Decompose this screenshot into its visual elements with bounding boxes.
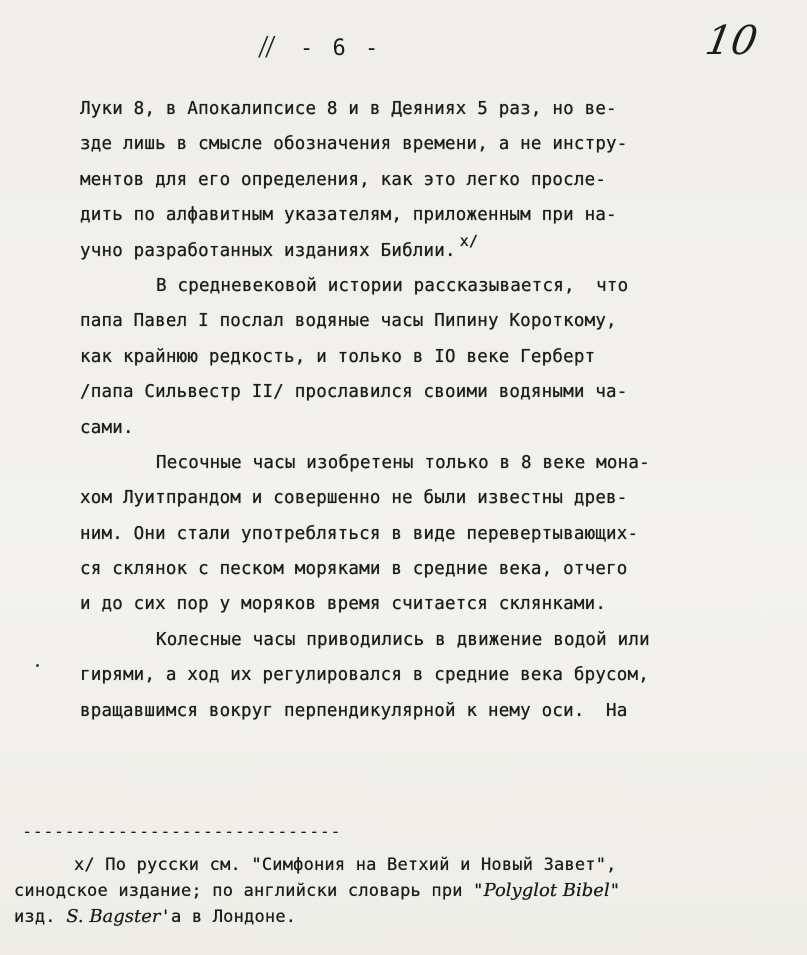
footnote-text: изд. xyxy=(14,907,67,927)
text-line: /папа Сильвестр II/ прославился своими водяными ча- xyxy=(80,382,628,403)
text-line: гирями, а ход их регулировался в средние века брусом, xyxy=(80,665,650,686)
handwritten-insert: Polyglot Bibel xyxy=(483,880,610,901)
footnote-text: 'а в Лондоне. xyxy=(160,907,297,927)
handwritten-page-number: 10 xyxy=(701,18,761,64)
text-line: Луки 8, в Апокалипсисе 8 и в Деяниях 5 раз, но ве- xyxy=(80,99,617,119)
paragraph-start: В средневековой истории рассказывается, что xyxy=(156,275,629,296)
text-line: и до сих пор у моряков время считается склянками. xyxy=(80,594,607,615)
handwritten-insert: S. Bagster xyxy=(66,906,161,927)
text-line: папа Павел I послал водяные часы Пипину Короткому, xyxy=(80,311,617,332)
text-line: хом Луитпрандом и совершенно не были известны древ- xyxy=(80,488,628,509)
ink-speck xyxy=(36,664,39,667)
paragraph-start: Песочные часы изобретены только в 8 веке мона- xyxy=(156,452,650,473)
footnote-reference: x/ xyxy=(459,231,479,250)
footnote-line-3 xyxy=(14,904,804,930)
footnote-line-1: x/ По русски см. "Симфония на Ветхий и Новый Завет", xyxy=(74,855,617,875)
text-line-content: учно разработанных изданиях Библии. xyxy=(80,240,456,261)
paragraph-start: Колесные часы приводились в движение водой или xyxy=(156,629,650,650)
footnote xyxy=(14,852,804,930)
text-line: сами. xyxy=(80,417,134,438)
text-line: ся склянок с песком моряками в средние века, отчего xyxy=(80,559,628,580)
text-line: вращавшимся вокруг перпендикулярной к нему оси. На xyxy=(80,700,628,721)
handwritten-mark: // xyxy=(259,32,274,62)
text-line: ментов для его определения, как это легко просле- xyxy=(80,169,607,190)
text-line: как крайнюю редкость, и только в IO веке Герберт xyxy=(80,346,596,367)
text-line: ним. Они стали употребляться в виде перевертывающих- xyxy=(80,523,639,544)
footnote-text: " xyxy=(609,881,621,901)
page-number: - 6 - xyxy=(300,36,382,61)
footnote-text: синодское издание; по английски словарь при " xyxy=(14,881,484,901)
footnote-separator: ------------------------------ xyxy=(22,822,342,842)
text-line: дить по алфавитным указателям, приложенным при на- xyxy=(80,205,617,226)
body-text xyxy=(80,92,780,729)
text-line xyxy=(80,231,780,269)
text-line: зде лишь в смысле обозначения времени, а не инстру- xyxy=(80,134,628,155)
page-header xyxy=(0,18,807,70)
footnote-line-2 xyxy=(14,878,804,904)
